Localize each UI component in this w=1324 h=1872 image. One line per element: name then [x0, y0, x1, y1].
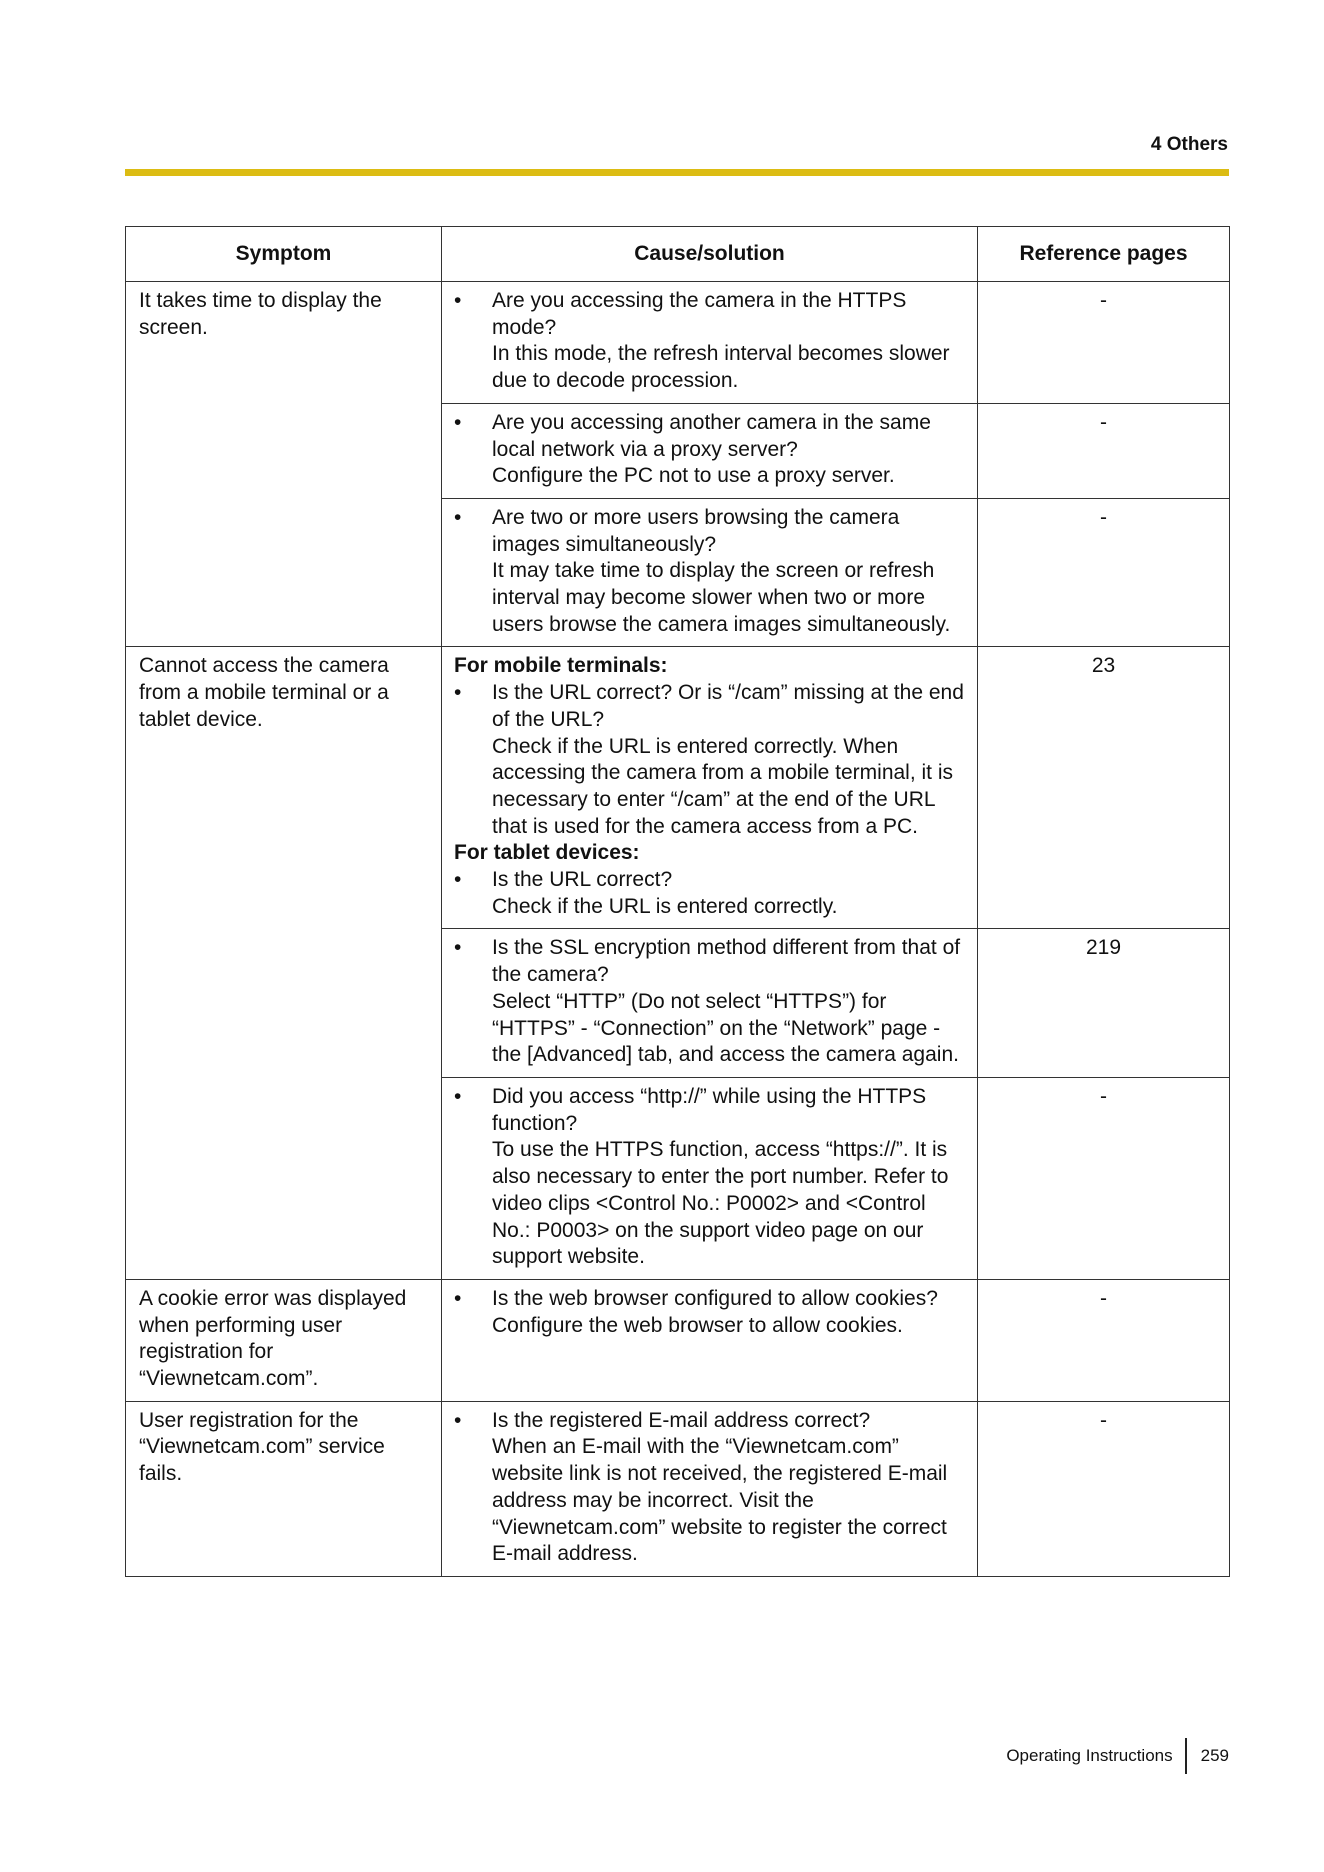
bullet-icon: • — [454, 868, 462, 892]
table-row — [126, 1401, 1230, 1576]
cause-solution: Configure the web browser to allow cookies. — [492, 1313, 903, 1337]
cause-question: Are you accessing the camera in the HTTPS mode? — [492, 289, 907, 339]
cause-cell — [442, 282, 978, 404]
cause-cell — [442, 929, 978, 1078]
cause-heading: For tablet devices: — [454, 841, 640, 865]
table-header-row — [126, 227, 1230, 282]
bullet-text — [492, 1286, 967, 1339]
footer-doc-title: Operating Instructions — [1006, 1746, 1173, 1765]
cause-question: Are two or more users browsing the camera images simultaneously? — [492, 505, 900, 556]
bullet-text — [492, 505, 967, 639]
cause-cell — [442, 1401, 978, 1576]
reference-cell: 23 — [978, 647, 1230, 929]
cause-heading: For mobile terminals: — [454, 654, 668, 678]
reference-cell: - — [978, 498, 1230, 647]
bullet-icon: • — [454, 1084, 462, 1108]
bullet-text — [492, 410, 967, 490]
cause-question: Is the SSL encryption method different from that of the camera? — [492, 936, 961, 987]
symptom-cell: A cookie error was displayed when performing user registration for “Viewnetcam.com”. — [126, 1279, 442, 1401]
bullet-icon: • — [454, 681, 462, 705]
table-body — [126, 282, 1230, 1577]
cause-solution: Check if the URL is entered correctly. When accessing the camera from a mobile terminal, it is necessary to enter “/cam” at the end of the URL that is used for the camera access from a PC. — [492, 734, 954, 838]
reference-cell: 219 — [978, 929, 1230, 1078]
cause-cell — [442, 647, 978, 929]
bullet-text — [492, 1408, 967, 1568]
column-header-cause: Cause/solution — [442, 227, 978, 282]
cause-cell — [442, 403, 978, 498]
column-header-reference: Reference pages — [978, 227, 1230, 282]
cause-bullet-item — [454, 410, 967, 490]
cause-solution: It may take time to display the screen or refresh interval may become slower when two or more users browse the camera images simultaneously. — [492, 559, 951, 636]
reference-cell: - — [978, 1401, 1230, 1576]
cause-bullet-item — [454, 935, 967, 1069]
reference-cell: - — [978, 403, 1230, 498]
bullet-text — [492, 1084, 967, 1271]
page-number: 259 — [1200, 1746, 1229, 1765]
header-rule — [125, 169, 1229, 176]
bullet-icon: • — [454, 936, 462, 960]
bullet-text — [492, 680, 967, 840]
troubleshooting-table — [125, 226, 1230, 1577]
reference-cell: - — [978, 1279, 1230, 1401]
table-row — [126, 282, 1230, 404]
cause-cell — [442, 1279, 978, 1401]
cause-solution: Check if the URL is entered correctly. — [492, 894, 838, 918]
cause-solution: Configure the PC not to use a proxy server. — [492, 464, 895, 488]
cause-question: Are you accessing another camera in the same local network via a proxy server? — [492, 410, 931, 461]
cause-solution: To use the HTTPS function, access “https://”. It is also necessary to enter the port number. Refer to video clips <Control No.: P0002> and <Control No.: P0003> on the support video page on our support website. — [492, 1138, 949, 1269]
cause-cell — [442, 1077, 978, 1279]
cause-question: Is the registered E-mail address correct? — [492, 1408, 871, 1432]
bullet-icon: • — [454, 410, 462, 434]
column-header-symptom: Symptom — [126, 227, 442, 282]
cause-cell — [442, 498, 978, 647]
cause-solution: When an E-mail with the “Viewnetcam.com” website link is not received, the registered E-mail address may be incorrect. Visit the “Viewnetcam.com” website to register the correct E-mail address. — [492, 1435, 948, 1566]
symptom-cell: It takes time to display the screen. — [126, 282, 442, 647]
cause-bullet-item — [454, 1408, 967, 1568]
reference-cell: - — [978, 1077, 1230, 1279]
cause-question: Did you access “http://” while using the HTTPS function? — [492, 1084, 927, 1135]
page-footer — [1006, 1738, 1229, 1774]
cause-bullet-item — [454, 505, 967, 639]
reference-cell: - — [978, 282, 1230, 404]
bullet-icon: • — [454, 1286, 462, 1310]
section-title: 4 Others — [1150, 134, 1228, 155]
bullet-icon: • — [454, 505, 462, 529]
cause-solution: Select “HTTP” (Do not select “HTTPS”) for “HTTPS” - “Connection” on the “Network” page - the [Advanced] tab, and access the camera again. — [492, 989, 959, 1067]
footer-divider — [1185, 1738, 1187, 1774]
cause-question: Is the web browser configured to allow cookies? — [492, 1286, 938, 1310]
bullet-icon: • — [454, 289, 462, 312]
symptom-cell: User registration for the “Viewnetcam.com” service fails. — [126, 1401, 442, 1576]
cause-question: Is the URL correct? — [492, 868, 673, 892]
cause-bullet-item — [454, 1286, 967, 1339]
cause-solution: In this mode, the refresh interval becomes slower due to decode procession. — [492, 342, 950, 393]
table-row — [126, 1279, 1230, 1401]
cause-question: Is the URL correct? Or is “/cam” missing at the end of the URL? — [492, 681, 964, 731]
cause-bullet-item — [454, 867, 967, 920]
bullet-text — [492, 288, 967, 395]
bullet-text — [492, 935, 967, 1069]
cause-bullet-item — [454, 288, 967, 395]
bullet-icon: • — [454, 1408, 462, 1432]
cause-bullet-item — [454, 680, 967, 840]
bullet-text — [492, 867, 967, 920]
table-row — [126, 647, 1230, 929]
cause-bullet-item — [454, 1084, 967, 1271]
symptom-cell: Cannot access the camera from a mobile terminal or a tablet device. — [126, 647, 442, 1279]
